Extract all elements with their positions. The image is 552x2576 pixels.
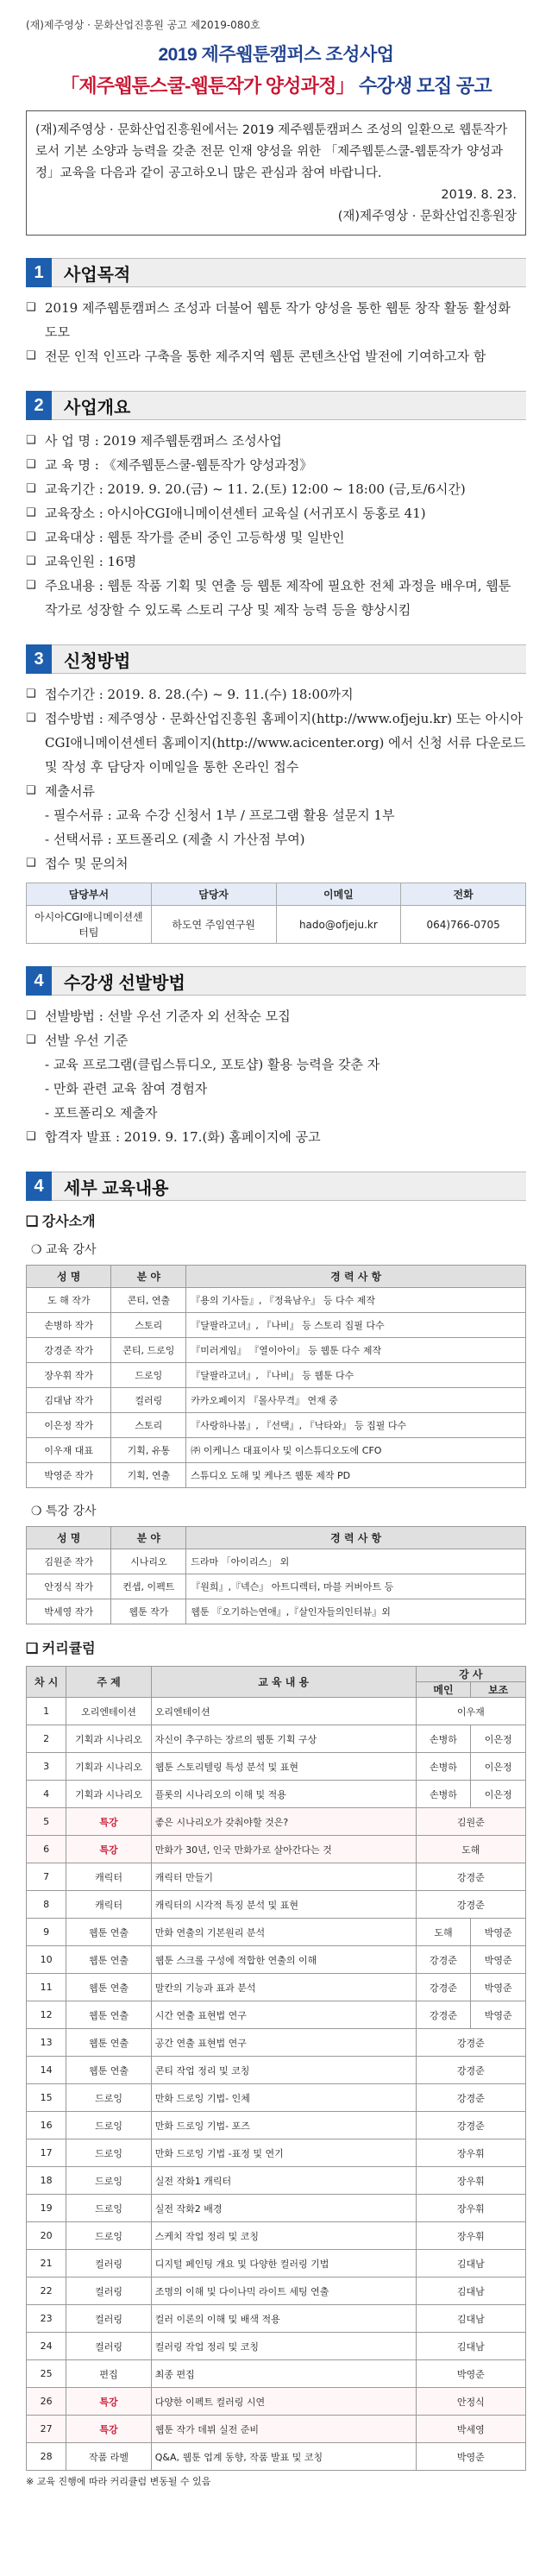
session-number: 17 xyxy=(27,2139,66,2167)
table-row xyxy=(27,2001,526,2029)
section-number: 4 xyxy=(26,1172,52,1201)
main-instructor: 이우재 xyxy=(416,1698,525,1725)
table-row xyxy=(27,2388,526,2416)
instructor-name: 도 해 작가 xyxy=(27,1288,111,1313)
instructor-name: 손병하 작가 xyxy=(27,1313,111,1338)
list-item: ❑ 2019 제주웹툰캠퍼스 조성과 더불어 웹툰 작가 양성을 통한 웹툰 창작 활동 활성화 도모 xyxy=(26,296,526,344)
main-instructor: 손병하 xyxy=(416,1725,471,1753)
instructor-name: 안정식 작가 xyxy=(27,1574,111,1599)
instructor-career: 『사랑하나봄』, 『선택』, 『낙타와』 등 집필 다수 xyxy=(186,1413,526,1438)
main-instructor: 손병하 xyxy=(416,1781,471,1808)
table-row xyxy=(27,1891,526,1919)
session-number: 3 xyxy=(27,1753,66,1781)
session-content: 만화 드로잉 기법 -표정 및 연기 xyxy=(151,2139,416,2167)
table-row xyxy=(27,1599,526,1624)
session-topic: 특강 xyxy=(66,1836,151,1863)
main-instructor: 강경준 xyxy=(416,1863,525,1891)
table-row xyxy=(27,2195,526,2222)
session-content: 만화가 30년, 인국 만화가로 살아간다는 것 xyxy=(151,1836,416,1863)
table-header: 강 사 xyxy=(416,1667,525,1682)
session-number: 5 xyxy=(27,1808,66,1836)
session-number: 8 xyxy=(27,1891,66,1919)
table-header: 분 야 xyxy=(111,1266,186,1288)
intro-text: (재)제주영상 · 문화산업진흥원에서는 2019 제주웹툰캠퍼스 조성의 일환으로 웹툰작가로서 기본 소양과 능력을 갖춘 전문 인재 양성을 위한 「제주웹툰스쿨-웹툰작가 양성과정」교육을 다음과 같이 공고하오니 많은 관심과 참여 바랍니다. xyxy=(35,123,508,180)
session-number: 7 xyxy=(27,1863,66,1891)
session-content: 컬러링 작업 정리 및 코칭 xyxy=(151,2333,416,2360)
table-row xyxy=(27,1781,526,1808)
list-item: ❑ 사 업 명 : 2019 제주웹툰캠퍼스 조성사업 xyxy=(26,429,526,453)
table-header: 담당자 xyxy=(151,883,276,906)
table-row xyxy=(27,1946,526,1974)
table-row xyxy=(27,1549,526,1574)
assistant-instructor: 박영준 xyxy=(471,1919,526,1946)
main-instructor: 장우휘 xyxy=(416,2222,525,2250)
assistant-instructor: 박영준 xyxy=(471,1974,526,2001)
table-header: 교 육 내 용 xyxy=(151,1667,416,1698)
session-number: 16 xyxy=(27,2112,66,2139)
title-suffix: 수강생 모집 공고 xyxy=(359,75,492,97)
table-row xyxy=(27,1463,526,1488)
session-topic: 웹툰 연출 xyxy=(66,1946,151,1974)
session-topic: 기획과 시나리오 xyxy=(66,1781,151,1808)
session-number: 13 xyxy=(27,2029,66,2057)
instructor-name: 강경준 작가 xyxy=(27,1338,111,1363)
section-header xyxy=(26,258,526,287)
session-number: 1 xyxy=(27,1698,66,1725)
table-row xyxy=(27,2278,526,2305)
session-number: 14 xyxy=(27,2057,66,2084)
instructor-career: 『달팔라고녀』, 『나비』 등 스토리 집필 다수 xyxy=(186,1313,526,1338)
main-instructor: 김대남 xyxy=(416,2278,525,2305)
instructor-career: 스튜디오 도해 및 케나즈 웹툰 제작 PD xyxy=(186,1463,526,1488)
table-row xyxy=(27,2167,526,2195)
session-topic: 기획과 시나리오 xyxy=(66,1753,151,1781)
table-row xyxy=(27,2305,526,2333)
session-content: 웹툰 스토리텔링 특성 분석 및 표현 xyxy=(151,1753,416,1781)
section-number: 1 xyxy=(26,258,52,287)
intro-date: 2019. 8. 23. xyxy=(441,188,517,202)
table-row xyxy=(27,2029,526,2057)
contact-person: 하도연 주임연구원 xyxy=(151,906,276,944)
title-course-name: 「제주웹툰스쿨-웹툰작가 양성과정」 xyxy=(60,75,354,97)
session-number: 9 xyxy=(27,1919,66,1946)
list-item: ❑ 선발 우선 기준 xyxy=(26,1028,526,1052)
session-topic: 웹툰 연출 xyxy=(66,1919,151,1946)
table-row xyxy=(27,2250,526,2278)
special-instructors-heading: ❍ 특강 강사 xyxy=(31,1505,97,1518)
instructor-career: 『원희』,『넥슨』 아트디렉터, 마블 커버아트 등 xyxy=(186,1574,526,1599)
session-topic: 캐릭터 xyxy=(66,1891,151,1919)
instructor-field: 콘티, 연출 xyxy=(111,1288,186,1313)
instructor-career: 『미러게임』 『열이아이』 등 웹툰 다수 제작 xyxy=(186,1338,526,1363)
main-instructor: 강경준 xyxy=(416,2029,525,2057)
session-topic: 컬러링 xyxy=(66,2278,151,2305)
table-header: 담당부서 xyxy=(27,883,152,906)
table-row xyxy=(27,1313,526,1338)
main-instructor: 강경준 xyxy=(416,2112,525,2139)
table-row xyxy=(27,1753,526,1781)
session-content: 자신이 추구하는 장르의 웹툰 기획 구상 xyxy=(151,1725,416,1753)
session-content: 실전 작화1 캐릭터 xyxy=(151,2167,416,2195)
session-content: 다양한 이펙트 컬러링 시연 xyxy=(151,2388,416,2416)
session-topic: 웹툰 연출 xyxy=(66,2001,151,2029)
session-topic: 편집 xyxy=(66,2360,151,2388)
session-content: 만화 드로잉 기법- 포즈 xyxy=(151,2112,416,2139)
list-item: ❑ 접수 및 문의처 xyxy=(26,851,526,876)
instructor-name: 김원준 작가 xyxy=(27,1549,111,1574)
contact-email[interactable]: hado@ofjeju.kr xyxy=(276,906,401,944)
instructor-field: 기획, 연출 xyxy=(111,1463,186,1488)
instructor-field: 콘티, 드로잉 xyxy=(111,1338,186,1363)
session-topic: 작품 라벨 xyxy=(66,2443,151,2471)
session-number: 28 xyxy=(27,2443,66,2471)
session-content: 웹툰 스크롤 구성에 적합한 연출의 이해 xyxy=(151,1946,416,1974)
intro-box xyxy=(26,110,526,236)
overview-list xyxy=(26,429,526,622)
main-instructor: 김대남 xyxy=(416,2305,525,2333)
main-instructor: 박영준 xyxy=(416,2360,525,2388)
session-topic: 기획과 시나리오 xyxy=(66,1725,151,1753)
list-item: ❑ 합격자 발표 : 2019. 9. 17.(화) 홈페이지에 공고 xyxy=(26,1125,526,1149)
criteria-item: - 만화 관련 교육 참여 경험자 xyxy=(45,1081,208,1096)
session-topic: 드로잉 xyxy=(66,2084,151,2112)
main-instructor: 안정식 xyxy=(416,2388,525,2416)
table-row xyxy=(27,1808,526,1836)
table-header: 주 제 xyxy=(66,1667,151,1698)
announcement-title xyxy=(26,41,526,98)
section-header xyxy=(26,644,526,674)
session-number: 21 xyxy=(27,2250,66,2278)
instructor-career: ㈜ 이케니스 대표이사 및 이스튜디오도에 CFO xyxy=(186,1438,526,1463)
session-topic: 드로잉 xyxy=(66,2167,151,2195)
main-instructor: 장우휘 xyxy=(416,2195,525,2222)
session-topic: 특강 xyxy=(66,2416,151,2443)
instructor-name: 장우휘 작가 xyxy=(27,1363,111,1388)
edu-instructor-table xyxy=(26,1265,526,1488)
session-number: 18 xyxy=(27,2167,66,2195)
session-content: 웹툰 작가 데뷔 실전 준비 xyxy=(151,2416,416,2443)
doc-number: (재)제주영상 · 문화산업진흥원 공고 제2019-080호 xyxy=(26,19,260,31)
table-header: 차 시 xyxy=(27,1667,66,1698)
instructor-field: 스토리 xyxy=(111,1413,186,1438)
table-row xyxy=(27,2443,526,2471)
session-topic: 오리엔테이션 xyxy=(66,1698,151,1725)
list-item: ❑ 전문 인적 인프라 구축을 통한 제주지역 웹툰 콘텐츠산업 발전에 기여하고자 함 xyxy=(26,344,526,368)
session-number: 27 xyxy=(27,2416,66,2443)
table-row xyxy=(27,2416,526,2443)
assistant-instructor: 박영준 xyxy=(471,2001,526,2029)
list-item: ❑ 교육인원 : 16명 xyxy=(26,550,526,574)
session-topic: 특강 xyxy=(66,1808,151,1836)
assistant-instructor: 이은정 xyxy=(471,1781,526,1808)
section-title: 세부 교육내용 xyxy=(52,1172,526,1201)
session-content: 캐릭터의 시각적 특징 분석 및 표현 xyxy=(151,1891,416,1919)
edu-instructors-heading: ❍ 교육 강사 xyxy=(31,1243,97,1257)
section-header xyxy=(26,966,526,996)
table-row xyxy=(27,1413,526,1438)
instructor-field: 웹툰 작가 xyxy=(111,1599,186,1624)
session-number: 23 xyxy=(27,2305,66,2333)
table-header: 보조 xyxy=(471,1682,526,1698)
special-instructor-table xyxy=(26,1526,526,1624)
curriculum-heading: ❑ 커리큘럼 xyxy=(26,1642,96,1656)
session-number: 6 xyxy=(27,1836,66,1863)
session-content: 스케치 작업 정리 및 코칭 xyxy=(151,2222,416,2250)
session-number: 19 xyxy=(27,2195,66,2222)
session-topic: 드로잉 xyxy=(66,2195,151,2222)
list-item: ❑ 제출서류 xyxy=(26,779,526,803)
main-instructor: 김대남 xyxy=(416,2250,525,2278)
main-instructor: 장우휘 xyxy=(416,2167,525,2195)
required-docs: - 필수서류 : 교육 수강 신청서 1부 / 프로그램 활용 설문지 1부 xyxy=(45,807,395,823)
session-content: 만화 연출의 기본원리 분석 xyxy=(151,1919,416,1946)
session-content: Q&A, 웹툰 업계 동향, 작품 발표 및 코칭 xyxy=(151,2443,416,2471)
assistant-instructor: 박영준 xyxy=(471,1946,526,1974)
main-instructor: 김원준 xyxy=(416,1808,525,1836)
table-row xyxy=(27,1974,526,2001)
table-row xyxy=(27,2057,526,2084)
criteria-item: - 교육 프로그램(클립스튜디오, 포토샵) 활용 능력을 갖춘 자 xyxy=(45,1057,380,1072)
table-row xyxy=(27,1363,526,1388)
instructor-career: 『달팔라고녀』, 『나비』 등 웹툰 다수 xyxy=(186,1363,526,1388)
session-topic: 웹툰 연출 xyxy=(66,1974,151,2001)
session-content: 최종 편집 xyxy=(151,2360,416,2388)
session-topic: 드로잉 xyxy=(66,2112,151,2139)
main-instructor: 손병하 xyxy=(416,1753,471,1781)
table-header: 메인 xyxy=(416,1682,471,1698)
session-topic: 캐릭터 xyxy=(66,1863,151,1891)
session-topic: 컬러링 xyxy=(66,2305,151,2333)
instructor-name: 이은정 작가 xyxy=(27,1413,111,1438)
table-header: 분 야 xyxy=(111,1527,186,1549)
main-instructor: 김대남 xyxy=(416,2333,525,2360)
table-row xyxy=(27,2112,526,2139)
session-number: 10 xyxy=(27,1946,66,1974)
main-instructor: 장우휘 xyxy=(416,2139,525,2167)
curriculum-table xyxy=(26,1666,526,2471)
session-content: 공간 연출 표현법 연구 xyxy=(151,2029,416,2057)
purpose-list xyxy=(26,296,526,368)
session-content: 조명의 이해 및 다이나믹 라이트 세팅 연출 xyxy=(151,2278,416,2305)
session-number: 20 xyxy=(27,2222,66,2250)
contact-dept: 아시아CGI애니메이션센터팀 xyxy=(27,906,152,944)
main-instructor: 강경준 xyxy=(416,1974,471,2001)
table-row xyxy=(27,1338,526,1363)
table-row xyxy=(27,1919,526,1946)
title-line2 xyxy=(26,72,526,98)
session-number: 2 xyxy=(27,1725,66,1753)
session-content: 캐릭터 만들기 xyxy=(151,1863,416,1891)
session-content: 시간 연출 표현법 연구 xyxy=(151,2001,416,2029)
table-row xyxy=(27,2360,526,2388)
table-row xyxy=(27,1288,526,1313)
intro-org: (재)제주영상 · 문화산업진흥원장 xyxy=(337,210,517,223)
section-title: 신청방법 xyxy=(52,644,526,674)
main-instructor: 강경준 xyxy=(416,2084,525,2112)
main-instructor: 강경준 xyxy=(416,1891,525,1919)
session-topic: 드로잉 xyxy=(66,2139,151,2167)
instructor-name: 박영준 작가 xyxy=(27,1463,111,1488)
session-content: 실전 작화2 배경 xyxy=(151,2195,416,2222)
table-row xyxy=(27,1438,526,1463)
session-content: 컬러 이론의 이해 및 배색 적용 xyxy=(151,2305,416,2333)
assistant-instructor: 이은정 xyxy=(471,1753,526,1781)
list-item: ❑ 접수기간 : 2019. 8. 28.(수) ~ 9. 11.(수) 18:00까지 xyxy=(26,682,526,707)
list-item: ❑ 교육대상 : 웹툰 작가를 준비 중인 고등학생 및 일반인 xyxy=(26,525,526,550)
section-number: 2 xyxy=(26,391,52,420)
list-item: ❑ 접수방법 : 제주영상 · 문화산업진흥원 홈페이지(http://www.ofjeju.kr) 또는 아시아CGI애니메이션센터 홈페이지(http://www.acicenter.org) 에서 신청 서류 다운로드 및 작성 후 담당자 이메일을 통한 온라인 접수 xyxy=(26,707,526,779)
main-instructor: 박영준 xyxy=(416,2443,525,2471)
section-title: 수강생 선발방법 xyxy=(52,966,526,996)
session-number: 15 xyxy=(27,2084,66,2112)
instructor-career: 웹툰 『오기하는연애』,『살인자들의인터뷰』외 xyxy=(186,1599,526,1624)
table-row xyxy=(27,1574,526,1599)
selection-list xyxy=(26,1004,526,1052)
contact-table xyxy=(26,883,526,944)
list-item: ❑ 주요내용 : 웹툰 작품 기획 및 연출 등 웹툰 제작에 필요한 전체 과정을 배우며, 웹툰 작가로 성장할 수 있도록 스토리 구상 및 제작 능력 등을 향상시킴 xyxy=(26,574,526,622)
table-row xyxy=(27,1863,526,1891)
instructor-name: 김대남 작가 xyxy=(27,1388,111,1413)
list-item: ❑ 교육장소 : 아시아CGI애니메이션센터 교육실 (서귀포시 동홍로 41) xyxy=(26,501,526,525)
contact-phone: 064)766-0705 xyxy=(401,906,526,944)
session-number: 24 xyxy=(27,2333,66,2360)
instructor-field: 드로잉 xyxy=(111,1363,186,1388)
main-instructor: 도해 xyxy=(416,1919,471,1946)
section-header xyxy=(26,391,526,420)
main-instructor: 강경준 xyxy=(416,2001,471,2029)
session-topic: 특강 xyxy=(66,2388,151,2416)
session-topic: 컬러링 xyxy=(66,2333,151,2360)
session-topic: 웹툰 연출 xyxy=(66,2029,151,2057)
session-number: 22 xyxy=(27,2278,66,2305)
table-header: 경 력 사 항 xyxy=(186,1527,526,1549)
session-topic: 컬러링 xyxy=(66,2250,151,2278)
session-number: 12 xyxy=(27,2001,66,2029)
assistant-instructor: 이은정 xyxy=(471,1725,526,1753)
table-row xyxy=(27,2333,526,2360)
session-topic: 드로잉 xyxy=(66,2222,151,2250)
table-header: 경 력 사 항 xyxy=(186,1266,526,1288)
section-header xyxy=(26,1172,526,1201)
title-line1: 2019 제주웹툰캠퍼스 조성사업 xyxy=(158,45,394,65)
section-title: 사업개요 xyxy=(52,391,526,420)
main-instructor: 강경준 xyxy=(416,1946,471,1974)
session-number: 25 xyxy=(27,2360,66,2388)
table-row xyxy=(27,1388,526,1413)
announce-list xyxy=(26,1125,526,1149)
section-number: 3 xyxy=(26,644,52,674)
table-header: 성 명 xyxy=(27,1266,111,1288)
instructors-heading: ❑ 강사소개 xyxy=(26,1215,96,1229)
instructor-field: 컨셉, 이펙트 xyxy=(111,1574,186,1599)
session-content: 디지털 페인팅 개요 및 다양한 컬러링 기법 xyxy=(151,2250,416,2278)
session-number: 4 xyxy=(27,1781,66,1808)
instructor-name: 박세영 작가 xyxy=(27,1599,111,1624)
instructor-field: 컬러링 xyxy=(111,1388,186,1413)
table-header: 전화 xyxy=(401,883,526,906)
instructor-field: 기획, 유통 xyxy=(111,1438,186,1463)
session-content: 만화 드로잉 기법- 인체 xyxy=(151,2084,416,2112)
instructor-field: 시나리오 xyxy=(111,1549,186,1574)
section-title: 사업목적 xyxy=(52,258,526,287)
section-number: 4 xyxy=(26,966,52,996)
optional-docs: - 선택서류 : 포트폴리오 (제출 시 가산점 부여) xyxy=(45,832,305,847)
instructor-field: 스토리 xyxy=(111,1313,186,1338)
table-row xyxy=(27,2139,526,2167)
main-instructor: 도해 xyxy=(416,1836,525,1863)
table-row xyxy=(27,2084,526,2112)
table-row xyxy=(27,2222,526,2250)
instructor-career: 드라마 「아이리스」 외 xyxy=(186,1549,526,1574)
list-item: ❑ 선발방법 : 선발 우선 기준자 외 선착순 모집 xyxy=(26,1004,526,1028)
table-header: 이메일 xyxy=(276,883,401,906)
session-content: 좋은 시나리오가 갖춰야할 것은? xyxy=(151,1808,416,1836)
main-instructor: 박세영 xyxy=(416,2416,525,2443)
table-row xyxy=(27,1725,526,1753)
inquiry-list xyxy=(26,851,526,876)
session-topic: 웹툰 연출 xyxy=(66,2057,151,2084)
curriculum-note: ※ 교육 진행에 따라 커리큘럼 변동될 수 있음 xyxy=(26,2476,211,2487)
main-instructor: 강경준 xyxy=(416,2057,525,2084)
instructor-career: 카카오페이지 『몰사무격』 연재 중 xyxy=(186,1388,526,1413)
session-content: 플롯의 시나리오의 이해 및 적용 xyxy=(151,1781,416,1808)
table-row xyxy=(27,1836,526,1863)
application-list xyxy=(26,682,526,803)
session-number: 11 xyxy=(27,1974,66,2001)
table-row xyxy=(27,1698,526,1725)
instructor-name: 이우재 대표 xyxy=(27,1438,111,1463)
session-number: 26 xyxy=(27,2388,66,2416)
session-content: 오리엔테이션 xyxy=(151,1698,416,1725)
table-header: 성 명 xyxy=(27,1527,111,1549)
list-item: ❑ 교 육 명 : 《제주웹툰스쿨-웹툰작가 양성과정》 xyxy=(26,453,526,477)
list-item: ❑ 교육기간 : 2019. 9. 20.(금) ~ 11. 2.(토) 12:00 ~ 18:00 (금,토/6시간) xyxy=(26,477,526,501)
instructor-career: 『용의 기사들』, 『정육남우』 등 다수 제작 xyxy=(186,1288,526,1313)
session-content: 콘티 작업 정리 및 코칭 xyxy=(151,2057,416,2084)
session-content: 말칸의 기능과 표과 분석 xyxy=(151,1974,416,2001)
criteria-item: - 포트폴리오 제출자 xyxy=(45,1105,158,1121)
